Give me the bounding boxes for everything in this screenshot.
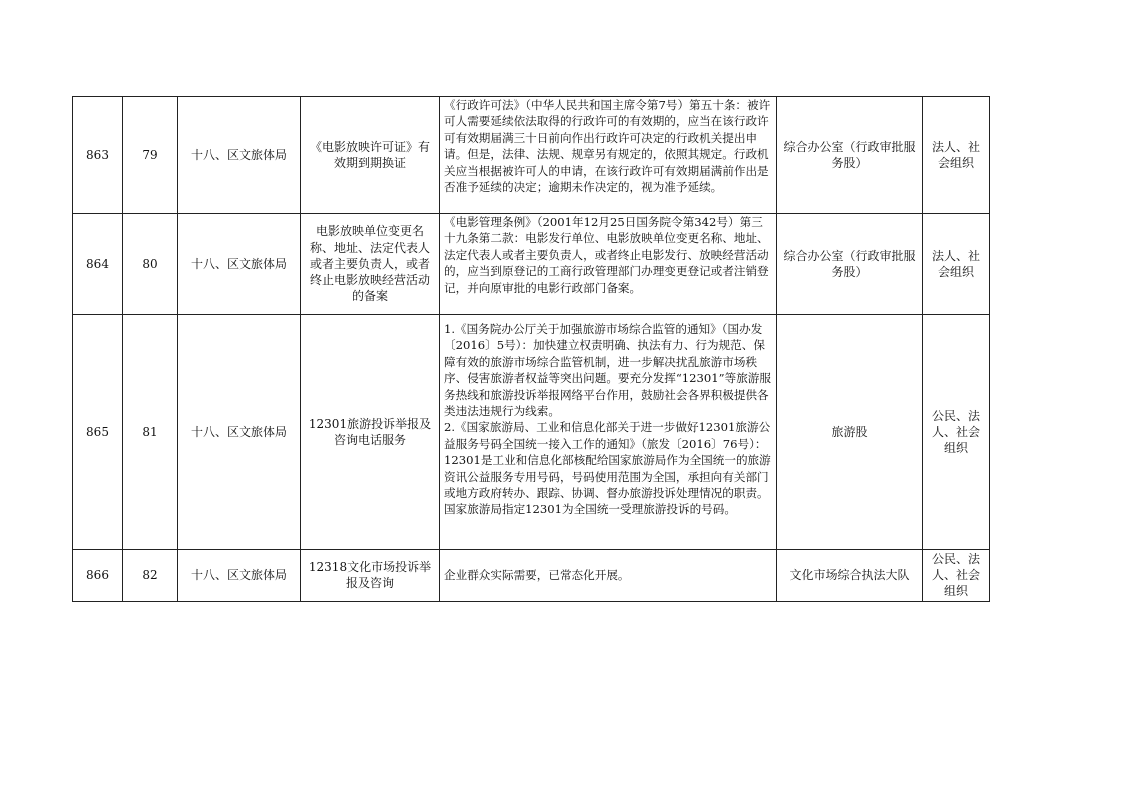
legal-basis-paragraph: 1.《国务院办公厅关于加强旅游市场综合监管的通知》（国办发〔2016〕5号）：加快建立权责明确、执法有力、行为规范、保障有效的旅游市场综合监管机制，进一步解决扰乱旅游市场秩序、侵害旅游者权益等突出问题。要充分发挥“12301”等旅游服务热线和旅游投诉举报网络平台作用，鼓励社会各界积极提供各类违法违规行为线索。	[444, 322, 771, 419]
table-row	[73, 315, 990, 550]
table-row	[73, 550, 990, 602]
service-target-cell: 公民、法人、社会组织	[923, 550, 990, 602]
item-name-cell: 电影放映单位变更名称、地址、法定代表人或者主要负责人，或者终止电影放映经营活动的备案	[301, 214, 440, 315]
item-name-cell: 12301旅游投诉举报及咨询电话服务	[301, 315, 440, 550]
legal-basis-paragraph: 《电影管理条例》（2001年12月25日国务院令第342号）第三十九条第二款：电影发行单位、电影放映单位变更名称、地址、法定代表人或者主要负责人，或者终止电影发行、放映经营活动的，应当到原登记的工商行政管理部门办理变更登记或者注销登记，并向原审批的电影行政部门备案。	[444, 215, 769, 295]
seq-number-cell: 866	[73, 550, 123, 602]
seq-number-cell: 863	[73, 97, 123, 214]
sub-number-cell: 82	[123, 550, 178, 602]
department-cell: 十八、区文旅体局	[178, 214, 301, 315]
table-row	[73, 214, 990, 315]
service-target-cell: 法人、社会组织	[923, 214, 990, 315]
legal-basis-cell	[440, 550, 777, 602]
department-cell: 十八、区文旅体局	[178, 97, 301, 214]
service-items-table	[72, 96, 990, 602]
service-target-cell: 法人、社会组织	[923, 97, 990, 214]
responsible-unit-cell: 旅游股	[777, 315, 923, 550]
responsible-unit-cell: 文化市场综合执法大队	[777, 550, 923, 602]
item-name-cell: 《电影放映许可证》有效期到期换证	[301, 97, 440, 214]
legal-basis-cell	[440, 214, 777, 315]
department-cell: 十八、区文旅体局	[178, 550, 301, 602]
sub-number-cell: 80	[123, 214, 178, 315]
service-target-cell: 公民、法人、社会组织	[923, 315, 990, 550]
legal-basis-paragraph: 企业群众实际需要，已常态化开展。	[444, 568, 630, 583]
sub-number-cell: 81	[123, 315, 178, 550]
seq-number-cell: 865	[73, 315, 123, 550]
table-row	[73, 97, 990, 214]
item-name-cell: 12318文化市场投诉举报及咨询	[301, 550, 440, 602]
seq-number-cell: 864	[73, 214, 123, 315]
legal-basis-paragraph: 《行政许可法》（中华人民共和国主席令第7号）第五十条：被许可人需要延续依法取得的行政许可的有效期的，应当在该行政许可有效期届满三十日前向作出行政许可决定的行政机关提出申请。但是，法律、法规、规章另有规定的，依照其规定。行政机关应当根据被许可人的申请，在该行政许可有效期届满前作出是否准予延续的决定；逾期未作决定的，视为准予延续。	[444, 98, 771, 195]
responsible-unit-cell: 综合办公室（行政审批服务股）	[777, 214, 923, 315]
legal-basis-cell	[440, 315, 777, 550]
responsible-unit-cell: 综合办公室（行政审批服务股）	[777, 97, 923, 214]
legal-basis-paragraph: 2.《国家旅游局、工业和信息化部关于进一步做好12301旅游公益服务号码全国统一接入工作的通知》（旅发〔2016〕76号）：12301是工业和信息化部核配给国家旅游局作为全国统一的旅游资讯公益服务专用号码，号码使用范围为全国，承担向有关部门或地方政府转办、跟踪、协调、督办旅游投诉处理情况的职责。国家旅游局指定12301为全国统一受理旅游投诉的号码。	[444, 420, 771, 517]
sub-number-cell: 79	[123, 97, 178, 214]
department-cell: 十八、区文旅体局	[178, 315, 301, 550]
legal-basis-cell	[440, 97, 777, 214]
